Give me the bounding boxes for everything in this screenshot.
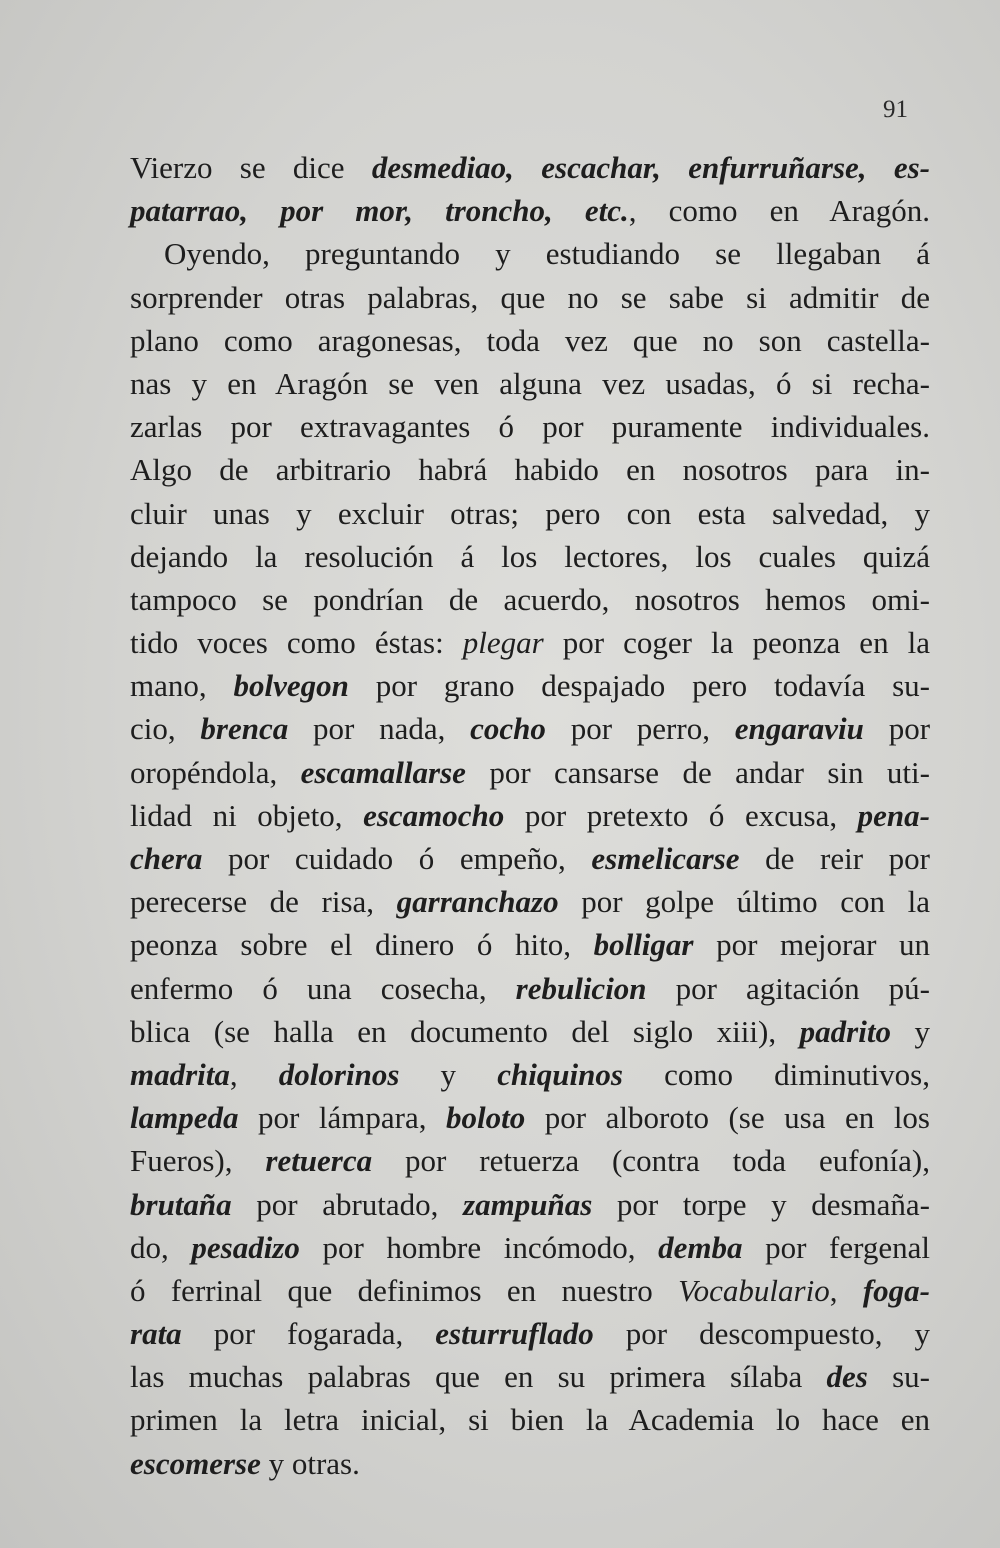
text-run: tampoco se pondrían de acuerdo, nosotros hemos omi- xyxy=(130,581,930,617)
text-run: , xyxy=(229,1056,279,1092)
text-run: por perro, xyxy=(545,711,735,747)
text-line xyxy=(130,837,930,880)
italic-term: plegar xyxy=(462,625,544,661)
text-line xyxy=(130,1096,930,1139)
text-line xyxy=(130,276,930,319)
italic-term: chera xyxy=(130,841,203,876)
text-run: de reir por xyxy=(739,841,930,876)
text-line xyxy=(130,319,930,362)
text-run: por mejorar un xyxy=(693,927,931,963)
text-run: peonza sobre el dinero ó hito, xyxy=(130,927,594,963)
text-run: dejando la resolución á los lectores, los cuales quizá xyxy=(130,538,930,574)
italic-term: lampeda xyxy=(130,1100,239,1136)
text-line xyxy=(130,232,930,275)
text-run: por torpe y desmaña- xyxy=(592,1186,930,1222)
text-run: por fogarada, xyxy=(181,1316,436,1352)
italic-term: patarrao, por mor, troncho, etc. xyxy=(130,193,629,229)
text-run: por golpe último con la xyxy=(558,884,930,920)
italic-term: bolvegon xyxy=(233,668,349,704)
text-run: y xyxy=(399,1056,498,1092)
italic-term: pesadizo xyxy=(191,1229,300,1265)
italic-term: escamocho xyxy=(363,797,505,833)
text-run: tido voces como éstas: xyxy=(130,625,463,661)
italic-term: pena- xyxy=(857,797,930,833)
italic-term: foga- xyxy=(862,1272,931,1308)
text-run: por nada, xyxy=(288,711,471,747)
text-run: primen la letra inicial, si bien la Academia lo hace en xyxy=(130,1402,930,1438)
italic-term: brenca xyxy=(200,711,289,747)
text-line xyxy=(130,146,930,189)
text-run: zarlas por extravagantes ó por puramente individuales. xyxy=(130,409,930,445)
italic-term: desmediao, escachar, enfurruñarse, es- xyxy=(371,150,931,185)
italic-term: rata xyxy=(130,1316,182,1352)
text-run: por fergenal xyxy=(742,1229,930,1265)
text-line xyxy=(130,794,930,837)
text-line xyxy=(130,751,930,794)
text-run: Vierzo se dice xyxy=(130,150,372,185)
text-run: por abrutado, xyxy=(231,1186,464,1222)
text-run: por xyxy=(863,711,931,747)
text-line xyxy=(130,1226,930,1269)
italic-term: engaraviu xyxy=(734,711,864,747)
text-run: Fueros), xyxy=(130,1143,266,1179)
text-run: por alboroto (se usa en los xyxy=(525,1100,930,1136)
text-line xyxy=(130,880,930,923)
italic-term: des xyxy=(826,1359,868,1395)
text-run: por descompuesto, y xyxy=(593,1316,930,1352)
text-run: nas y en Aragón se ven alguna vez usadas, ó si recha- xyxy=(130,365,930,401)
text-line xyxy=(130,1010,930,1053)
italic-term: esmelicarse xyxy=(591,841,740,876)
text-run: oropéndola, xyxy=(130,754,301,790)
body-text xyxy=(130,146,930,1485)
text-run: plano como aragonesas, toda vez que no son castella- xyxy=(130,322,930,358)
text-run: las muchas palabras que en su primera sílaba xyxy=(130,1359,827,1395)
text-line xyxy=(130,405,930,448)
italic-term: retuerca xyxy=(265,1143,373,1179)
page-number: 91 xyxy=(883,96,908,123)
text-run: cio, xyxy=(130,711,201,747)
text-line xyxy=(130,578,930,621)
italic-term: dolorinos xyxy=(278,1056,400,1092)
text-run: por cuidado ó empeño, xyxy=(202,841,592,876)
text-line xyxy=(130,1183,930,1226)
text-line xyxy=(130,189,930,232)
italic-term: escamallarse xyxy=(300,754,466,790)
text-run: , xyxy=(829,1272,863,1308)
text-line xyxy=(130,1053,930,1096)
italic-term: chiquinos xyxy=(497,1056,623,1092)
text-line xyxy=(130,923,930,966)
text-line xyxy=(130,1269,930,1312)
text-line xyxy=(130,362,930,405)
text-run: blica (se halla en documento del siglo xiii), xyxy=(130,1013,800,1049)
text-run: por lámpara, xyxy=(238,1100,447,1136)
text-line xyxy=(130,967,930,1010)
italic-term: boloto xyxy=(446,1100,526,1136)
italic-term: madrita xyxy=(130,1056,230,1092)
text-line xyxy=(130,535,930,578)
text-line xyxy=(130,1139,930,1182)
italic-term: cocho xyxy=(470,711,546,747)
text-run: por retuerza (contra toda eufonía), xyxy=(372,1143,930,1179)
text-run: su- xyxy=(867,1359,930,1395)
italic-term: padrito xyxy=(799,1013,891,1049)
text-run: ó ferrinal que definimos en nuestro xyxy=(130,1272,679,1308)
text-line xyxy=(130,664,930,707)
text-run: enfermo ó una cosecha, xyxy=(130,970,516,1006)
text-run: por agitación pú- xyxy=(646,970,930,1006)
text-run: y xyxy=(890,1013,931,1049)
text-line xyxy=(130,1398,930,1441)
text-line xyxy=(130,448,930,491)
italic-term: zampuñas xyxy=(463,1186,593,1222)
text-run: por grano despajado pero todavía su- xyxy=(348,668,930,704)
text-run: y otras. xyxy=(260,1445,360,1481)
text-line xyxy=(130,1442,930,1485)
text-run: do, xyxy=(130,1229,192,1265)
text-run: perecerse de risa, xyxy=(130,884,397,920)
text-run: como diminutivos, xyxy=(622,1056,930,1092)
text-run: por pretexto ó excusa, xyxy=(504,797,858,833)
italic-term: garranchazo xyxy=(396,884,559,920)
italic-term: Vocabulario xyxy=(678,1272,830,1308)
text-run: sorprender otras palabras, que no se sabe si admitir de xyxy=(130,279,930,315)
italic-term: esturruflado xyxy=(435,1316,594,1352)
text-line xyxy=(130,492,930,535)
italic-term: demba xyxy=(658,1229,743,1265)
text-line xyxy=(130,1355,930,1398)
text-run: lidad ni objeto, xyxy=(130,797,364,833)
text-run: por cansarse de andar sin uti- xyxy=(465,754,930,790)
text-run: Algo de arbitrario habrá habido en nosotros para in- xyxy=(130,452,930,488)
text-run: por hombre incómodo, xyxy=(299,1229,659,1265)
italic-term: rebulicion xyxy=(515,970,647,1006)
text-line xyxy=(130,707,930,750)
text-line xyxy=(130,1312,930,1355)
text-line xyxy=(130,621,930,664)
text-run: cluir unas y excluir otras; pero con esta salvedad, y xyxy=(130,495,930,531)
text-run: Oyendo, preguntando y estudiando se llegaban á xyxy=(164,236,930,272)
italic-term: brutaña xyxy=(130,1186,232,1222)
italic-term: escomerse xyxy=(130,1445,261,1481)
italic-term: bolligar xyxy=(593,927,694,963)
text-run: por coger la peonza en la xyxy=(543,625,930,661)
text-run: , como en Aragón. xyxy=(628,193,931,229)
text-run: mano, xyxy=(130,668,234,704)
